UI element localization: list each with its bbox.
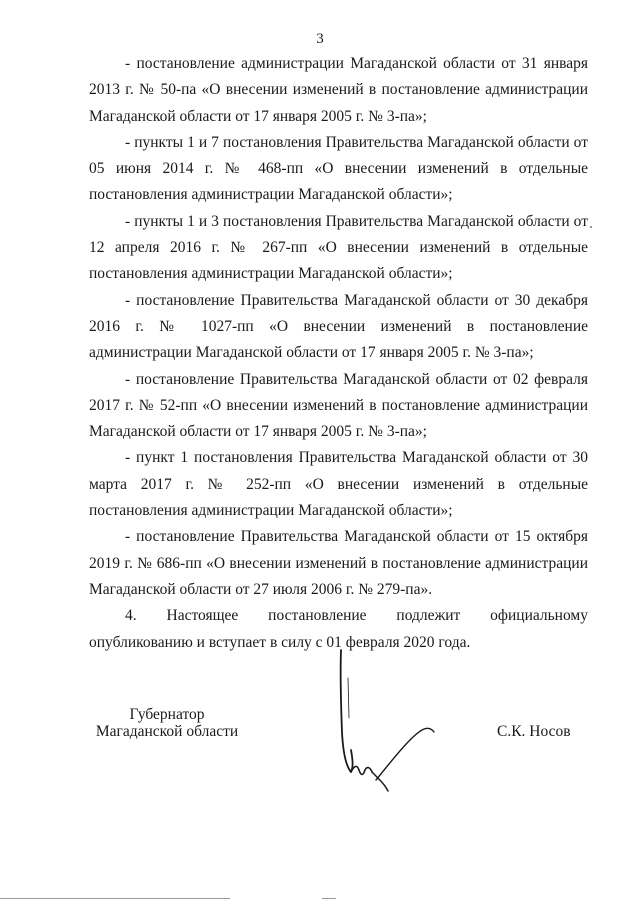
signatory-title-line2: Магаданской области xyxy=(95,723,239,740)
list-item: - пункты 1 и 3 постановления Правительства Магаданской области от 12 апреля 2016 г. № 267-пп «О внесении изменений в отдельные постановления администрации Магаданской области»; xyxy=(89,212,588,283)
signatory-name: С.К. Носов xyxy=(497,723,571,740)
effective-date-clause: 4. Настоящее постановление подлежит официальному опубликованию и вступает в силу с 01 февраля 2020 года. xyxy=(89,607,588,651)
list-item: - постановление Правительства Магаданской области от 02 февраля 2017 г. № 52-пп «О внесении изменений в постановление администрации Магаданской области от 17 января 2005 г. № 3-па»; xyxy=(89,370,588,441)
scan-speck xyxy=(590,226,592,228)
handwritten-signature-icon xyxy=(328,648,438,798)
list-item: - постановление администрации Магаданской области от 31 января 2013 г. № 50-па «О внесении изменений в постановление администрации Магаданской области от 17 января 2005 г. № 3-па»; xyxy=(89,55,588,125)
signatory-title xyxy=(92,706,242,740)
list-item: - постановление Правительства Магаданской области от 15 октября 2019 г. № 686-пп «О внесении изменений в постановление администрации Магаданской области от 27 июля 2006 г. № 279-па». xyxy=(89,528,588,598)
list-item: - постановление Правительства Магаданской области от 30 декабря 2016 г. № 1027-пп «О внесении изменений в постановление администрации Магаданской области от 17 января 2005 г. № 3-па»; xyxy=(89,291,588,362)
bottom-divider xyxy=(0,898,230,899)
document-body xyxy=(89,51,588,656)
list-item: - пункт 1 постановления Правительства Магаданской области от 30 марта 2017 г. № 252-пп «О внесении изменений в отдельные постановления администрации Магаданской области»; xyxy=(89,449,588,520)
bottom-mark xyxy=(322,898,336,899)
page-number: 3 xyxy=(316,31,324,47)
list-item: - пункты 1 и 7 постановления Правительства Магаданской области от 05 июня 2014 г. № 468-пп «О внесении изменений в отдельные постановления администрации Магаданской области»; xyxy=(89,133,588,204)
signatory-title-line1: Губернатор xyxy=(129,706,205,723)
